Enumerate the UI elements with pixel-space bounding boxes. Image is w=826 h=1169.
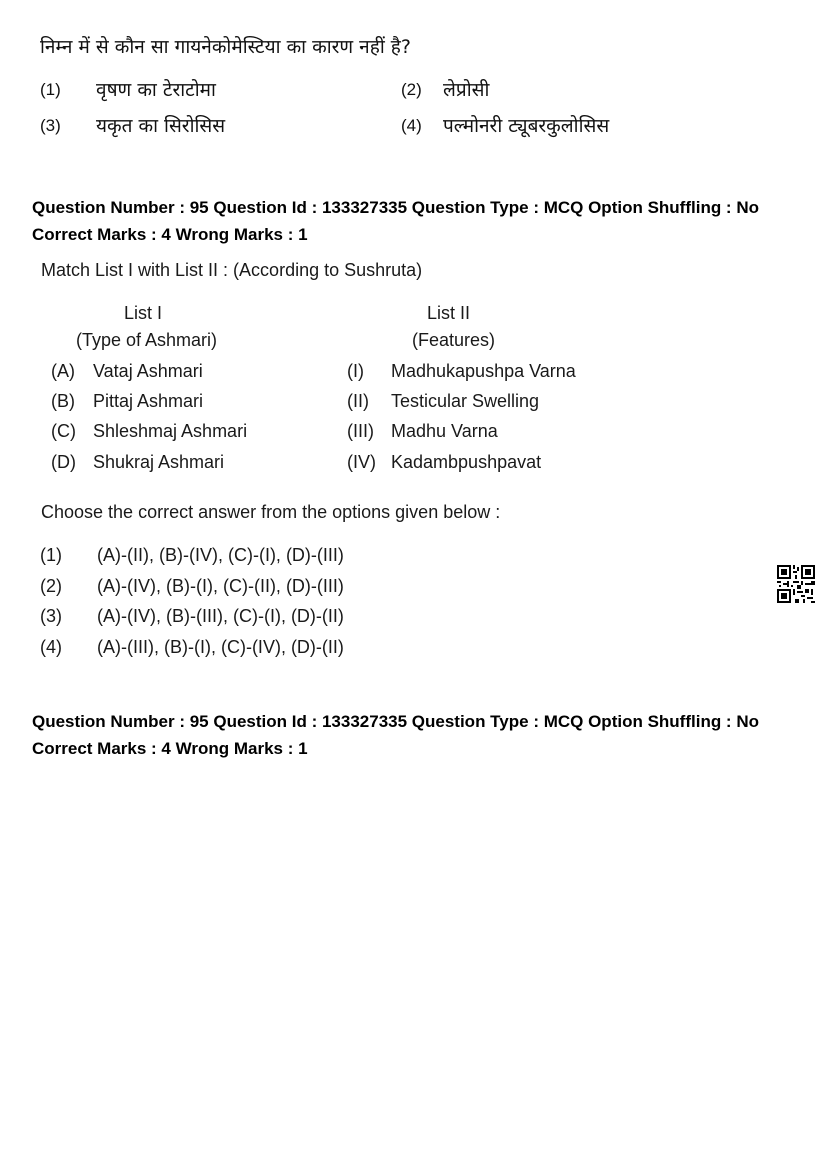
prev-option-3-number: (3) bbox=[40, 116, 61, 135]
list1-key-b: (B) bbox=[51, 391, 75, 411]
option-4-text: (A)-(III), (B)-(I), (C)-(IV), (D)-(II) bbox=[97, 637, 344, 657]
list2-subtitle: (Features) bbox=[412, 330, 496, 350]
question-header-2-line2: Correct Marks : 4 Wrong Marks : 1 bbox=[32, 739, 308, 758]
option-2-number: (2) bbox=[40, 576, 62, 596]
prev-option-2-text: लेप्रोसी bbox=[443, 79, 490, 101]
answer-instruction: Choose the correct answer from the options given below : bbox=[41, 502, 501, 522]
list2-value-iii: Madhu Varna bbox=[391, 421, 498, 441]
list2-value-ii: Testicular Swelling bbox=[391, 391, 540, 411]
list1-title: List I bbox=[124, 303, 163, 323]
prev-question-stem: निम्न में से कौन सा गायनेकोमेस्टिया का कारण नहीं है? bbox=[40, 36, 411, 58]
option-1-number: (1) bbox=[40, 545, 62, 565]
list2-key-ii: (II) bbox=[347, 391, 369, 411]
prev-option-1-text: वृषण का टेराटोमा bbox=[96, 79, 216, 101]
list1-value-d: Shukraj Ashmari bbox=[93, 452, 225, 472]
list2-key-iii: (III) bbox=[347, 421, 374, 441]
question-header-line2: Correct Marks : 4 Wrong Marks : 1 bbox=[32, 225, 308, 244]
prev-option-1-number: (1) bbox=[40, 80, 61, 99]
prev-option-2-number: (2) bbox=[401, 80, 422, 99]
question-header-line1: Question Number : 95 Question Id : 133327335 Question Type : MCQ Option Shuffling : No bbox=[32, 198, 759, 217]
option-3-number: (3) bbox=[40, 606, 62, 626]
option-1-text: (A)-(II), (B)-(IV), (C)-(I), (D)-(III) bbox=[97, 545, 344, 565]
list1-value-b: Pittaj Ashmari bbox=[93, 391, 204, 411]
question-header-2-line1: Question Number : 95 Question Id : 133327335 Question Type : MCQ Option Shuffling : No bbox=[32, 712, 759, 731]
list1-key-d: (D) bbox=[51, 452, 76, 472]
list1-value-c: Shleshmaj Ashmari bbox=[93, 421, 248, 441]
list1-key-c: (C) bbox=[51, 421, 76, 441]
option-2-text: (A)-(IV), (B)-(I), (C)-(II), (D)-(III) bbox=[97, 576, 344, 596]
prev-option-4-number: (4) bbox=[401, 116, 422, 135]
option-3-text: (A)-(IV), (B)-(III), (C)-(I), (D)-(II) bbox=[97, 606, 344, 626]
list2-key-iv: (IV) bbox=[347, 452, 376, 472]
prev-option-4-text: पल्मोनरी ट्यूबरकुलोसिस bbox=[443, 115, 610, 137]
list1-subtitle: (Type of Ashmari) bbox=[76, 330, 218, 350]
prev-option-3-text: यकृत का सिरोसिस bbox=[96, 115, 226, 137]
qr-code-icon bbox=[777, 565, 815, 603]
list1-value-a: Vataj Ashmari bbox=[93, 361, 203, 381]
option-4-number: (4) bbox=[40, 637, 62, 657]
question-stem: Match List I with List II : (According to Sushruta) bbox=[41, 260, 423, 280]
list2-value-i: Madhukapushpa Varna bbox=[391, 361, 576, 381]
list2-value-iv: Kadambpushpavat bbox=[391, 452, 542, 472]
list2-title: List II bbox=[427, 303, 471, 323]
list1-key-a: (A) bbox=[51, 361, 75, 381]
list2-key-i: (I) bbox=[347, 361, 364, 381]
